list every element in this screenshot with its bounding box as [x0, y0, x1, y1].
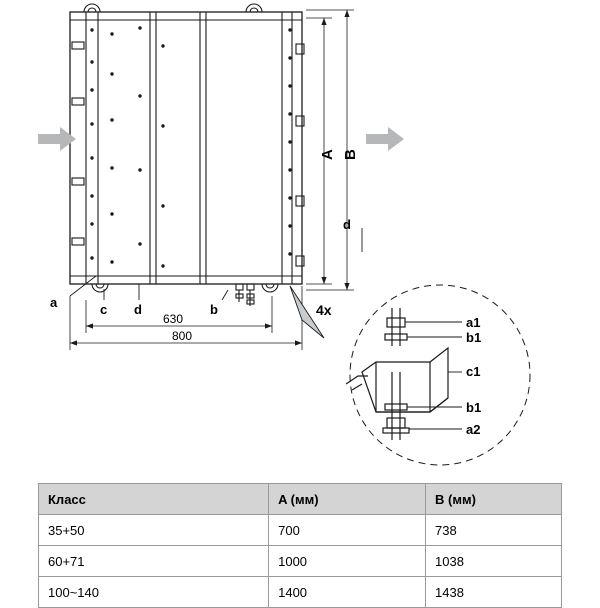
label-b1-top: b1 — [466, 330, 482, 345]
foot-right — [262, 284, 278, 292]
foot-left — [92, 284, 108, 292]
label-A: A — [319, 149, 336, 160]
dimension-800-text: 800 — [172, 329, 193, 343]
table-row — [39, 577, 562, 608]
lifting-eye-left — [84, 4, 100, 12]
label-d-right: d — [343, 217, 351, 232]
specification-table — [38, 483, 562, 608]
cell-b: 1438 — [426, 577, 562, 608]
column-header-b: B (мм) — [426, 484, 562, 515]
dimension-630-text: 630 — [163, 312, 184, 326]
table-row — [39, 546, 562, 577]
label-c: c — [100, 302, 108, 317]
table-header-row — [39, 484, 562, 515]
column-header-a: A (мм) — [269, 484, 426, 515]
label-a1: a1 — [466, 315, 481, 330]
mounting-bracket-detail — [346, 308, 448, 440]
unit-outline — [70, 12, 302, 284]
label-b1-bottom: b1 — [466, 400, 482, 415]
cell-a: 1000 — [269, 546, 426, 577]
cell-class: 100~140 — [39, 577, 269, 608]
lifting-eye-right — [246, 4, 262, 12]
table-row — [39, 515, 562, 546]
label-d-bottom: d — [134, 302, 142, 317]
label-a: a — [50, 295, 58, 310]
label-c1: c1 — [466, 364, 481, 379]
label-a2: a2 — [466, 422, 481, 437]
pipe-connections — [236, 284, 254, 306]
cell-b: 1038 — [426, 546, 562, 577]
label-4x: 4x — [316, 302, 332, 318]
label-b: b — [210, 302, 218, 317]
cell-b: 738 — [426, 515, 562, 546]
cell-class: 60+71 — [39, 546, 269, 577]
cell-class: 35+50 — [39, 515, 269, 546]
cell-a: 700 — [269, 515, 426, 546]
cell-a: 1400 — [269, 577, 426, 608]
label-B: B — [342, 149, 359, 160]
column-header-class: Класс — [39, 484, 269, 515]
airflow-arrow-out — [366, 127, 404, 151]
